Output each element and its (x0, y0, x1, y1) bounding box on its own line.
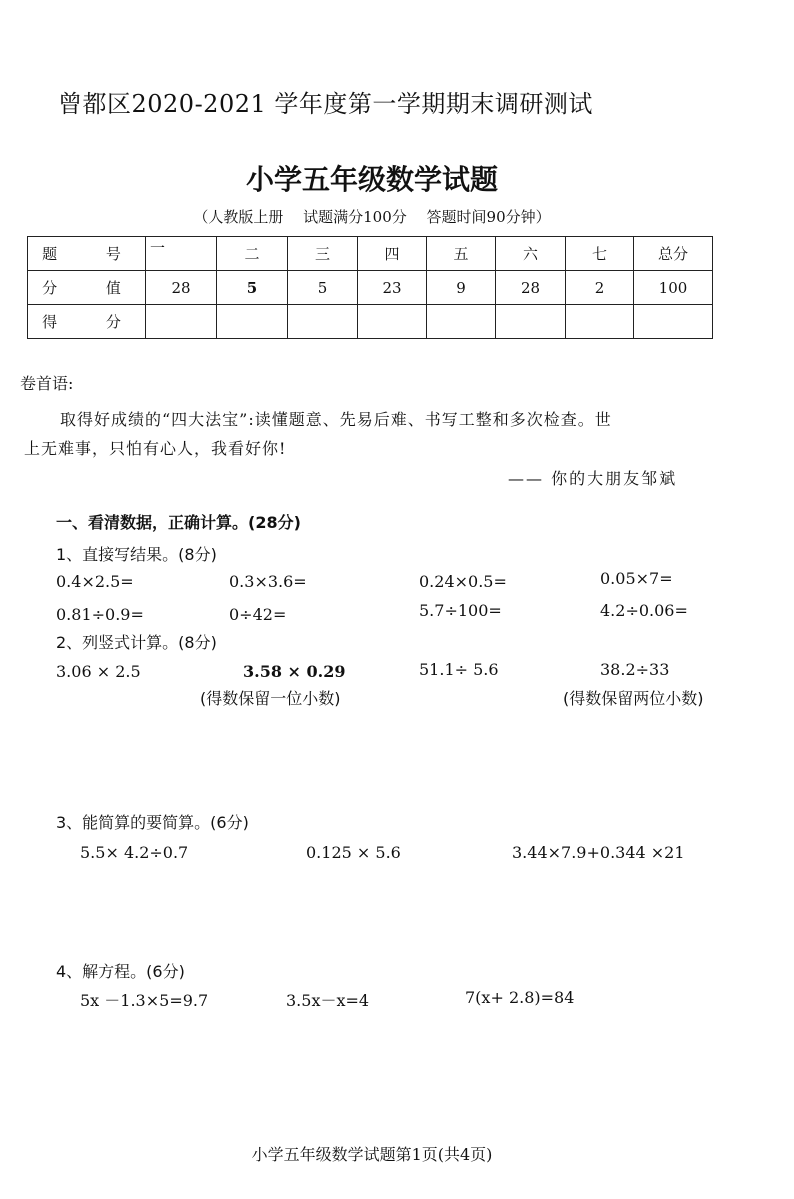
score-cell (288, 305, 358, 339)
point-value-cell: 100 (634, 271, 713, 305)
simplify-calc-item: 5.5× 4.2÷0.7 (80, 843, 189, 862)
question-number-cell: 二 (217, 237, 288, 271)
score-table (27, 236, 713, 339)
point-value-cell: 9 (427, 271, 496, 305)
page-title: 小学五年级数学试题 (245, 163, 498, 196)
score-cell (427, 305, 496, 339)
direct-calc-item: 0.4×2.5= (56, 572, 134, 591)
point-value-cell: 2 (566, 271, 634, 305)
score-cell (496, 305, 566, 339)
row-label-score: 得 分 (28, 305, 146, 339)
question-number-cell: 四 (358, 237, 427, 271)
direct-calc-item: 0.3×3.6= (229, 572, 307, 591)
rounding-note: (得数保留两位小数) (563, 689, 704, 708)
score-cell (358, 305, 427, 339)
vertical-calc-item: 3.06 × 2.5 (56, 662, 141, 681)
preface-signature: —— 你的大朋友邹斌 (508, 469, 678, 488)
question-number-cell: 一 (146, 237, 217, 271)
score-row (28, 305, 713, 339)
question-3-heading: 3、能简算的要简算。(6分) (56, 813, 249, 832)
equation-item: 5x －1.3×5=9.7 (80, 991, 209, 1010)
vertical-calc-item: 3.58 × 0.29 (243, 662, 346, 681)
question-number-row (28, 237, 713, 271)
point-value-row (28, 271, 713, 305)
point-value-cell: 23 (358, 271, 427, 305)
score-cell (634, 305, 713, 339)
equation-item: 7(x+ 2.8)=84 (465, 988, 575, 1007)
direct-calc-item: 0.81÷0.9= (56, 605, 144, 624)
row-label-question-number: 题 号 (28, 237, 146, 271)
simplify-calc-item: 0.125 × 5.6 (306, 843, 401, 862)
section-heading: 一、看清数据，正确计算。(28分) (56, 513, 301, 532)
score-cell (217, 305, 288, 339)
question-number-cell: 六 (496, 237, 566, 271)
simplify-calc-item: 3.44×7.9+0.344 ×21 (512, 843, 685, 862)
question-1-heading: 1、直接写结果。(8分) (56, 545, 217, 564)
preface-label: 卷首语: (20, 374, 74, 393)
score-cell (566, 305, 634, 339)
question-2-heading: 2、列竖式计算。(8分) (56, 633, 217, 652)
vertical-calc-item: 38.2÷33 (600, 660, 670, 679)
score-cell (146, 305, 217, 339)
direct-calc-item: 0.24×0.5= (419, 572, 507, 591)
question-number-cell: 总分 (634, 237, 713, 271)
point-value-cell: 5 (217, 271, 288, 305)
preface-line-2: 上无难事，只怕有心人，我看好你! (24, 439, 287, 458)
page-footer: 小学五年级数学试题第1页(共4页) (251, 1145, 493, 1164)
question-number-cell: 五 (427, 237, 496, 271)
school-exam-title: 曾都区2020-2021 学年度第一学期期末调研测试 (58, 90, 593, 118)
point-value-cell: 28 (496, 271, 566, 305)
question-4-heading: 4、解方程。(6分) (56, 962, 185, 981)
question-number-cell: 七 (566, 237, 634, 271)
direct-calc-item: 4.2÷0.06= (600, 601, 688, 620)
equation-item: 3.5x－x=4 (286, 991, 370, 1010)
preface-line-1: 取得好成绩的“四大法宝”:读懂题意、先易后难、书写工整和多次检查。世 (60, 410, 612, 429)
question-number-cell: 三 (288, 237, 358, 271)
point-value-cell: 5 (288, 271, 358, 305)
vertical-calc-item: 51.1÷ 5.6 (419, 660, 499, 679)
rounding-note: (得数保留一位小数) (200, 689, 341, 708)
row-label-point-value: 分 值 (28, 271, 146, 305)
direct-calc-item: 0÷42= (229, 605, 287, 624)
direct-calc-item: 0.05×7= (600, 569, 673, 588)
point-value-cell: 28 (146, 271, 217, 305)
exam-subtitle: （人教版上册 试题满分100分 答题时间90分钟） (193, 208, 551, 226)
direct-calc-item: 5.7÷100= (419, 601, 502, 620)
